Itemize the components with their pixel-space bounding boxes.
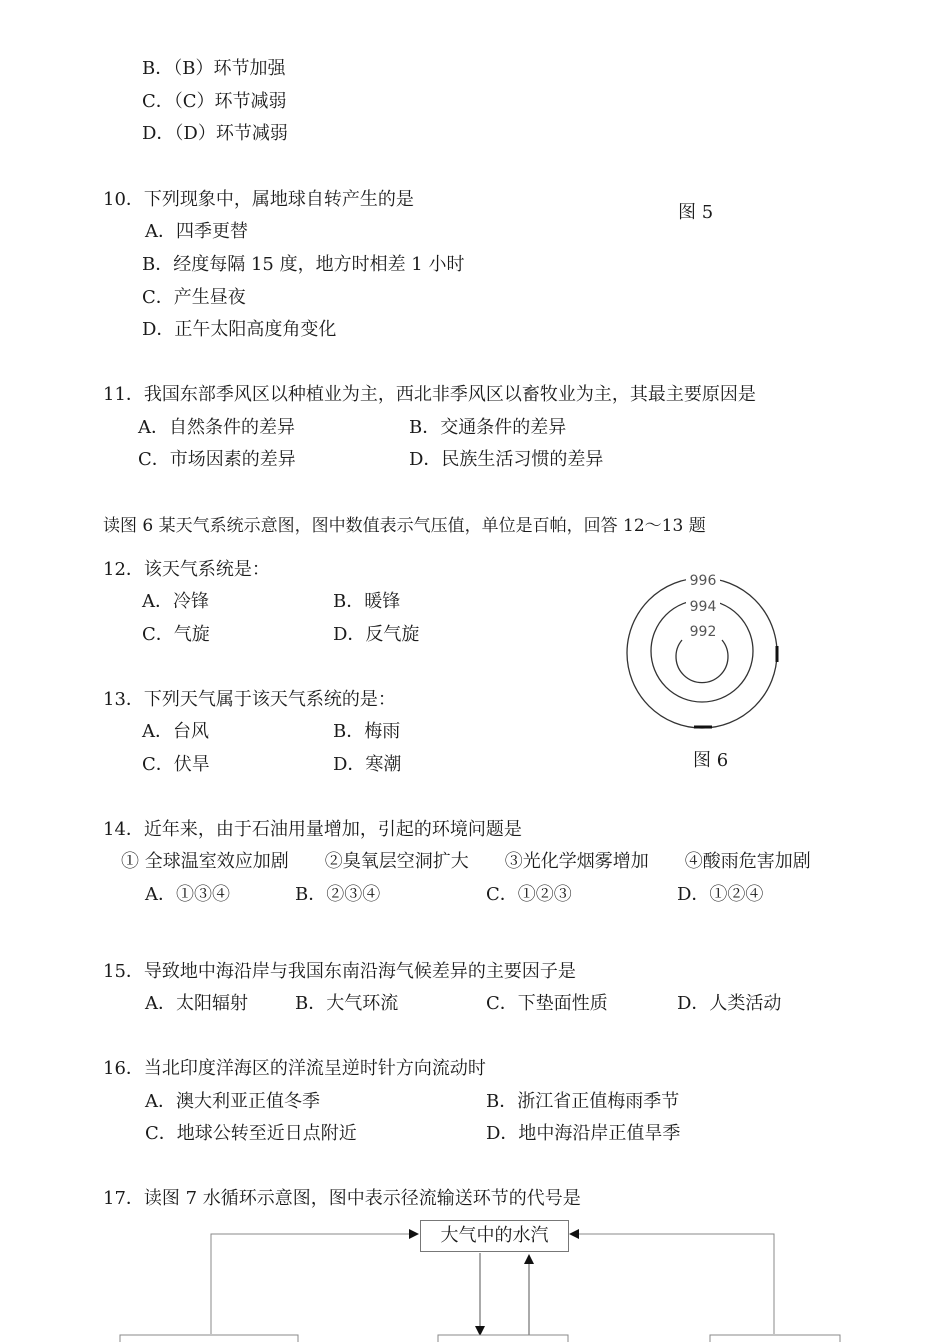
q14-option-c: C．①②③ xyxy=(486,884,572,905)
q11-option-d: D．民族生活习惯的差异 xyxy=(409,449,604,470)
q14-option-b: B．②③④ xyxy=(295,884,381,905)
isobar-inner xyxy=(676,640,728,683)
q15-stem: 15．导致地中海沿岸与我国东南沿海气候差异的主要因子是 xyxy=(103,961,576,982)
q15-option-a: A．太阳辐射 xyxy=(145,993,248,1014)
isobar-label-992: 992 xyxy=(689,624,717,640)
evaporation-path-right xyxy=(571,1234,774,1334)
atmospheric-water-vapor-box: 大气中的水汽 xyxy=(420,1220,569,1252)
q13-stem: 13．下列天气属于该天气系统的是： xyxy=(103,689,396,710)
figure6-caption: 图 6 xyxy=(693,750,729,771)
intro-12-13: 读图 6 某天气系统示意图，图中数值表示气压值，单位是百帕，回答 12～13 题 xyxy=(103,516,706,536)
q16-option-a: A．澳大利亚正值冬季 xyxy=(145,1091,320,1112)
isobar-middle xyxy=(651,600,753,702)
q10-option-c: C．产生昼夜 xyxy=(142,287,246,308)
q13-option-c: C．伏旱 xyxy=(142,754,210,775)
q9-option-b: B．（B）环节加强 xyxy=(142,58,286,79)
q11-option-a: A．自然条件的差异 xyxy=(138,417,295,438)
q12-stem: 12．该天气系统是： xyxy=(103,559,270,580)
q13-option-a: A．台风 xyxy=(142,721,209,742)
q14-stem: 14．近年来，由于石油用量增加，引起的环境问题是 xyxy=(103,819,522,840)
q13-option-d: D．寒潮 xyxy=(333,754,402,775)
q9-option-d: D．（D）环节减弱 xyxy=(142,123,288,144)
evaporation-path-left xyxy=(211,1234,417,1334)
q11-option-b: B．交通条件的差异 xyxy=(409,417,567,438)
q12-option-d: D．反气旋 xyxy=(333,624,420,645)
q15-option-b: B．大气环流 xyxy=(295,993,399,1014)
q13-option-b: B．梅雨 xyxy=(333,721,401,742)
q14-items: ① 全球温室效应加剧 ②臭氧层空洞扩大 ③光化学烟雾增加 ④酸雨危害加剧 xyxy=(121,851,811,872)
q16-option-c: C．地球公转至近日点附近 xyxy=(145,1123,357,1144)
q14-option-d: D．①②④ xyxy=(677,884,764,905)
q12-option-b: B．暖锋 xyxy=(333,591,401,612)
q10-option-d: D．正午太阳高度角变化 xyxy=(142,319,337,340)
q15-option-d: D．人类活动 xyxy=(677,993,782,1014)
bottom-box-left xyxy=(120,1335,298,1342)
q16-option-d: D．地中海沿岸正值旱季 xyxy=(486,1123,681,1144)
bottom-box-right xyxy=(710,1335,840,1342)
q9-option-c: C．（C）环节减弱 xyxy=(142,91,287,112)
q11-stem: 11．我国东部季风区以种植业为主，西北非季风区以畜牧业为主，其最主要原因是 xyxy=(103,384,756,405)
q12-option-c: C．气旋 xyxy=(142,624,210,645)
q14-option-a: A．①③④ xyxy=(145,884,230,905)
bottom-box-center xyxy=(438,1335,568,1342)
figure5-caption: 图 5 xyxy=(678,202,714,223)
q17-stem: 17．读图 7 水循环示意图，图中表示径流输送环节的代号是 xyxy=(103,1188,581,1209)
q10-option-a: A．四季更替 xyxy=(145,221,248,242)
q16-option-b: B．浙江省正值梅雨季节 xyxy=(486,1091,680,1112)
q16-stem: 16．当北印度洋海区的洋流呈逆时针方向流动时 xyxy=(103,1058,486,1079)
q12-option-a: A．冷锋 xyxy=(142,591,209,612)
q10-option-b: B．经度每隔 15 度，地方时相差 1 小时 xyxy=(142,254,465,275)
figure6-isobar-diagram xyxy=(620,568,790,733)
q10-stem: 10．下列现象中，属地球自转产生的是 xyxy=(103,189,414,210)
isobar-label-996: 996 xyxy=(689,573,717,589)
q15-option-c: C．下垫面性质 xyxy=(486,993,608,1014)
isobar-label-994: 994 xyxy=(689,599,717,615)
q11-option-c: C．市场因素的差异 xyxy=(138,449,296,470)
